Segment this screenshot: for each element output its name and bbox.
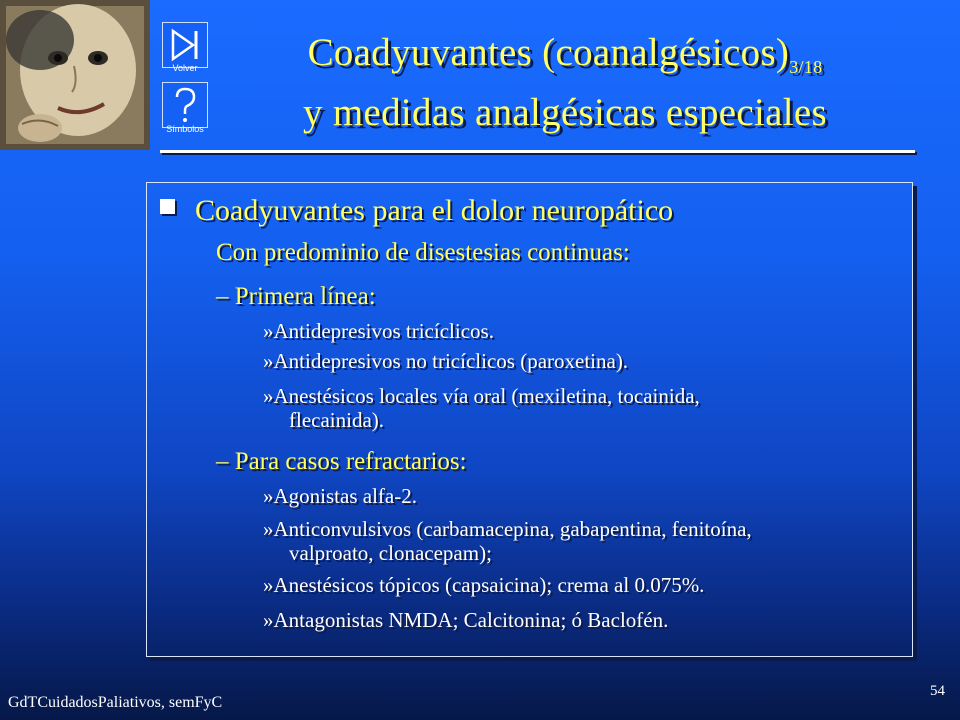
- list-item: »Agonistas alfa-2.: [263, 484, 417, 508]
- list-item: »Anestésicos locales vía oral (mexiletina, tocainida,: [263, 384, 700, 408]
- footer-credit: GdTCuidadosPaliativos, semFyC: [8, 694, 223, 711]
- section-subheading: Con predominio de disestesias continuas:: [216, 239, 630, 266]
- title-line-1: Coadyuvantes (coanalgésicos): [307, 31, 790, 74]
- square-bullet-icon: [160, 199, 175, 214]
- page-number: 54: [930, 683, 945, 699]
- list-item-continuation: flecainida).: [289, 408, 385, 432]
- list-item: »Antidepresivos no tricíclicos (paroxetina).: [263, 349, 629, 373]
- question-icon: [163, 83, 207, 127]
- title-divider: [160, 150, 915, 153]
- symbols-button[interactable]: [162, 82, 208, 128]
- play-skip-icon: [163, 23, 207, 67]
- title-line-2: y medidas analgésicas especiales: [303, 91, 827, 134]
- list-item: »Anestésicos tópicos (capsaicina); crema al 0.075%.: [263, 573, 705, 597]
- list-item: »Anticonvulsivos (carbamacepina, gabapentina, fenitoína,: [263, 517, 752, 541]
- group-label-refractarios: – Para casos refractarios:: [216, 448, 467, 475]
- title-subscript: 3/18: [789, 57, 823, 77]
- back-button[interactable]: [162, 22, 208, 68]
- back-label: Volver: [172, 63, 198, 73]
- section-heading: Coadyuvantes para el dolor neuropático: [195, 194, 674, 227]
- portrait-image: [0, 0, 150, 150]
- list-item: »Antidepresivos tricíclicos.: [263, 319, 494, 343]
- list-item: »Antagonistas NMDA; Calcitonina; ó Baclofén.: [263, 608, 669, 632]
- group-label-primera: – Primera línea:: [216, 283, 376, 310]
- list-item-continuation: valproato, clonacepam);: [289, 541, 492, 565]
- face-illustration-icon: [0, 0, 150, 150]
- symbols-label: Símbolos: [166, 124, 204, 134]
- page-title: [215, 30, 915, 136]
